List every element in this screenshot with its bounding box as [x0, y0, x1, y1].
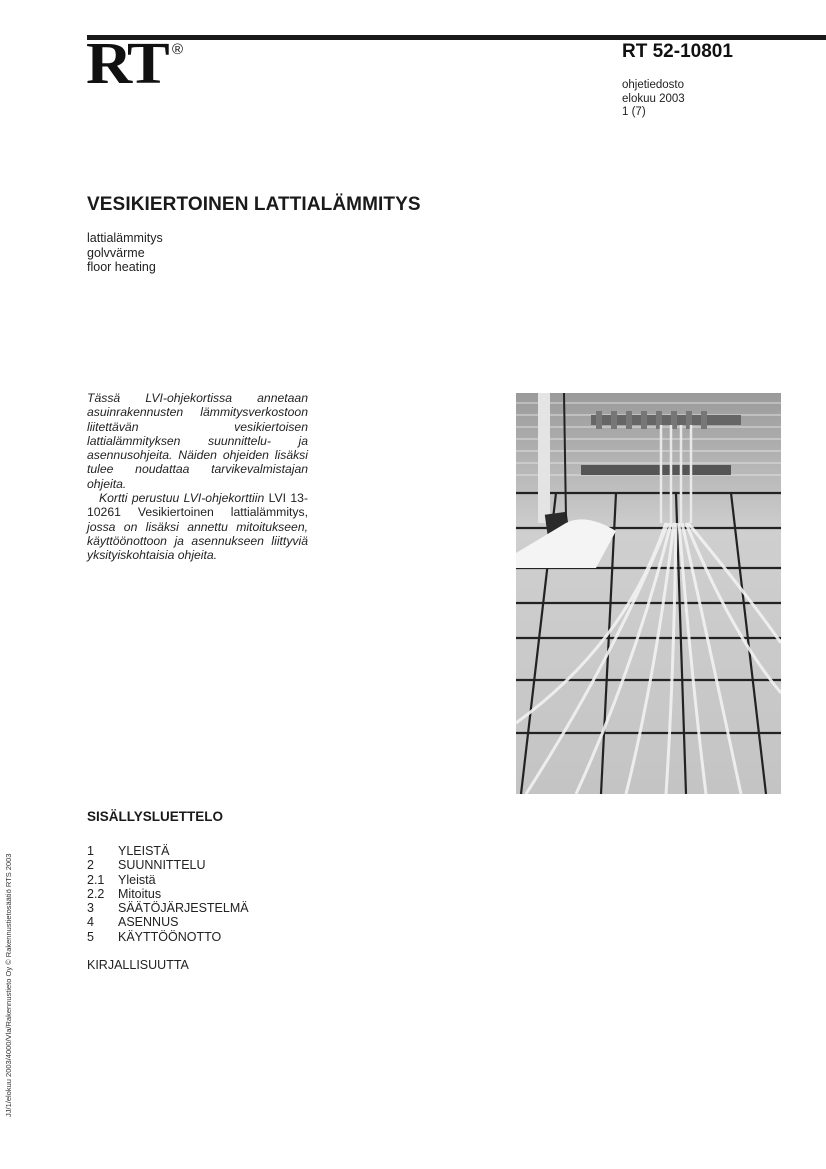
rt-logo: RT: [86, 30, 167, 96]
toc-item-number: 2.1: [87, 872, 105, 887]
toc-item[interactable]: [87, 844, 249, 858]
toc-item-label: KÄYTTÖÖNOTTO: [118, 929, 222, 944]
floor-heating-photo: [516, 393, 781, 794]
toc-item-label: ASENNUS: [118, 915, 179, 930]
top-rule: [87, 35, 826, 40]
subtitle-english: floor heating: [87, 260, 156, 274]
toc-item-number: 2: [87, 858, 94, 873]
subtitle-swedish: golvvärme: [87, 245, 145, 260]
intro-text: [87, 391, 308, 563]
toc-item-number: 3: [87, 901, 94, 916]
toc-item-number: 1: [87, 844, 94, 858]
meta-page: 1 (7): [622, 106, 646, 118]
registered-mark: ®: [172, 41, 184, 58]
subtitle-finnish: lattialämmitys: [87, 231, 163, 245]
toc-item-label: Mitoitus: [118, 886, 162, 901]
side-copyright-text: JJ/1/elokuu 2003/4000/Vla/Rakennustieto Oy © Rakennustietosäätiö RTS 2003: [4, 853, 13, 1117]
toc-item-label: SÄÄTÖJÄRJESTELMÄ: [118, 901, 249, 916]
subtitle-list: [87, 231, 163, 275]
toc-literature[interactable]: KIRJALLISUUTTA: [87, 958, 189, 972]
document-meta: [622, 79, 685, 120]
toc-item-number: 2.2: [87, 886, 105, 901]
toc-item-label: SUUNNITTELU: [118, 858, 206, 873]
intro-paragraph-2: Kortti perustuu LVI-ohjekorttiin LVI 13-10261 Vesikiertoinen lattialämmitys, jossa on lisäksi annettu mitoitukseen, käyttöönottoon ja asennukseen liittyviä yksityiskohtaisia ohjeita.: [87, 491, 309, 563]
meta-type: ohjetiedosto: [622, 79, 685, 91]
meta-date: elokuu 2003: [622, 92, 685, 105]
document-code: RT 52-10801: [622, 41, 733, 62]
toc-item[interactable]: [87, 887, 249, 901]
page-title: VESIKIERTOINEN LATTIALÄMMITYS: [87, 194, 421, 215]
toc-item[interactable]: [87, 873, 249, 887]
toc-item[interactable]: [87, 901, 249, 915]
toc-item-label: Yleistä: [118, 872, 156, 887]
toc-item[interactable]: [87, 930, 249, 944]
intro-paragraph-1: Tässä LVI-ohjekortissa annetaan asuinrakennusten lämmitysverkostoon liitettävän vesikiertoisen lattialämmityksen suunnittelu- ja asennusohjeita. Näiden ohjeiden lisäksi tulee noudattaa tarvikevalmistajan ohjeita.: [87, 391, 308, 491]
photo-illustration: [516, 393, 781, 794]
toc-item[interactable]: [87, 915, 249, 929]
toc-item-number: 4: [87, 915, 94, 930]
toc-item-number: 5: [87, 929, 94, 944]
toc-title: SISÄLLYSLUETTELO: [87, 809, 224, 824]
toc-item[interactable]: [87, 858, 249, 872]
toc-item-label: YLEISTÄ: [118, 844, 170, 858]
table-of-contents: [87, 844, 249, 944]
